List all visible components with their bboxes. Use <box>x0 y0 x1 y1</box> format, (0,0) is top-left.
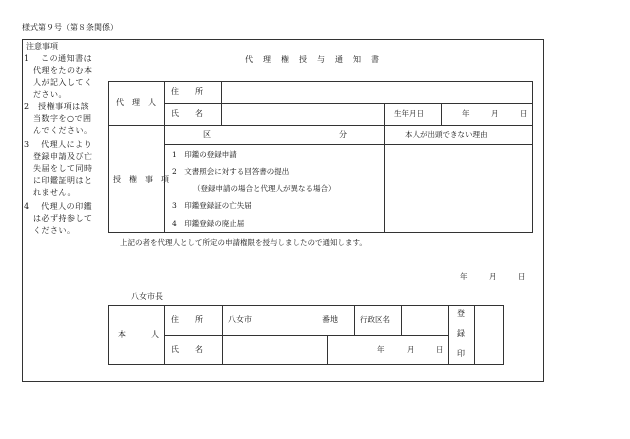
principal-month: 月 <box>407 345 415 354</box>
seal-char: 録 <box>457 329 465 338</box>
agent-birth-day: 日 <box>520 109 528 118</box>
principal-rule <box>503 305 504 365</box>
seal-char: 印 <box>457 349 465 358</box>
statement-text: 上記の者を代理人として所定の申請権限を授与しましたので通知します。 <box>120 238 367 247</box>
authority-item: 2 文書照会に対する回答書の提出 <box>172 167 290 176</box>
note-line: んでください。 <box>33 126 93 135</box>
authority-item: 1 印鑑の登録申請 <box>172 150 237 159</box>
note-line: 4 代理人の印鑑 <box>24 202 93 211</box>
principal-rule <box>164 305 165 365</box>
principal-rule <box>108 305 504 306</box>
authority-item: 3 印鑑登録証の亡失届 <box>172 201 252 210</box>
document-title: 代 理 権 授 与 通 知 書 <box>245 55 380 64</box>
date-year: 年 <box>460 272 468 281</box>
form-frame <box>22 39 544 382</box>
principal-rule <box>448 305 449 365</box>
table-rule <box>108 125 532 126</box>
principal-rule <box>108 305 109 365</box>
note-line: 代理をたのむ本 <box>33 66 93 75</box>
agent-name-label: 氏 名 <box>171 109 203 118</box>
notes-heading: 注意事項 <box>26 42 58 51</box>
authority-label: 授 権 事 項 <box>113 175 169 184</box>
principal-rule <box>474 305 475 365</box>
table-rule <box>108 81 532 82</box>
agent-birth-year: 年 <box>462 109 470 118</box>
table-rule <box>532 81 533 233</box>
table-rule <box>441 103 442 125</box>
date-day: 日 <box>518 272 526 281</box>
principal-name-label: 氏 名 <box>171 345 203 354</box>
principal-rule <box>164 335 448 336</box>
agent-birth-label: 生年月日 <box>394 109 424 118</box>
form-label: 様式第９号（第８条関係） <box>22 23 118 32</box>
principal-rule <box>354 305 355 335</box>
note-line: 2 授権事項は該 <box>24 102 90 111</box>
note-line: ください。 <box>33 226 76 235</box>
note-line: に印鑑証明はと <box>33 176 93 185</box>
note-line: ださい。 <box>33 90 67 99</box>
note-line: 失届をして同時 <box>33 164 93 173</box>
principal-district-label: 行政区名 <box>360 315 390 324</box>
agent-birth-month: 月 <box>491 109 499 118</box>
table-rule <box>384 103 385 233</box>
table-rule <box>164 144 532 145</box>
principal-address-label: 住 所 <box>171 315 203 324</box>
authority-col-kubun-right: 分 <box>339 130 347 139</box>
authority-item: （登録申請の場合と代理人が異なる場合） <box>193 184 336 193</box>
table-rule <box>164 81 165 233</box>
authority-col-kubun-left: 区 <box>203 130 211 139</box>
table-rule <box>108 81 109 233</box>
principal-rule <box>401 305 402 335</box>
addressee: 八女市長 <box>131 292 163 301</box>
note-line: 当数字を○で囲 <box>33 114 92 123</box>
principal-rule <box>222 305 223 365</box>
note-line: れません。 <box>33 188 76 197</box>
table-rule <box>221 81 222 125</box>
table-rule <box>164 103 532 104</box>
principal-day: 日 <box>436 345 444 354</box>
authority-item: 4 印鑑登録の廃止届 <box>172 219 245 228</box>
table-rule <box>108 232 532 233</box>
note-line: は必ず持参して <box>33 214 93 223</box>
seal-char: 登 <box>457 309 465 318</box>
principal-rule <box>327 335 328 365</box>
note-line: 登録申請及び亡 <box>33 152 93 161</box>
authority-col-reason: 本人が出頭できない理由 <box>405 130 488 139</box>
principal-year: 年 <box>377 345 385 354</box>
note-line: 3 代理人により <box>24 140 93 149</box>
principal-city: 八女市 <box>228 315 252 324</box>
note-line: 人が記入してく <box>33 78 93 87</box>
principal-banchi: 番地 <box>322 315 338 324</box>
principal-rule <box>108 364 504 365</box>
date-month: 月 <box>489 272 497 281</box>
agent-label: 代 理 人 <box>116 98 156 107</box>
principal-label: 本 人 <box>118 330 162 339</box>
agent-address-label: 住 所 <box>171 87 203 96</box>
note-line: 1 この通知書は <box>24 54 93 63</box>
